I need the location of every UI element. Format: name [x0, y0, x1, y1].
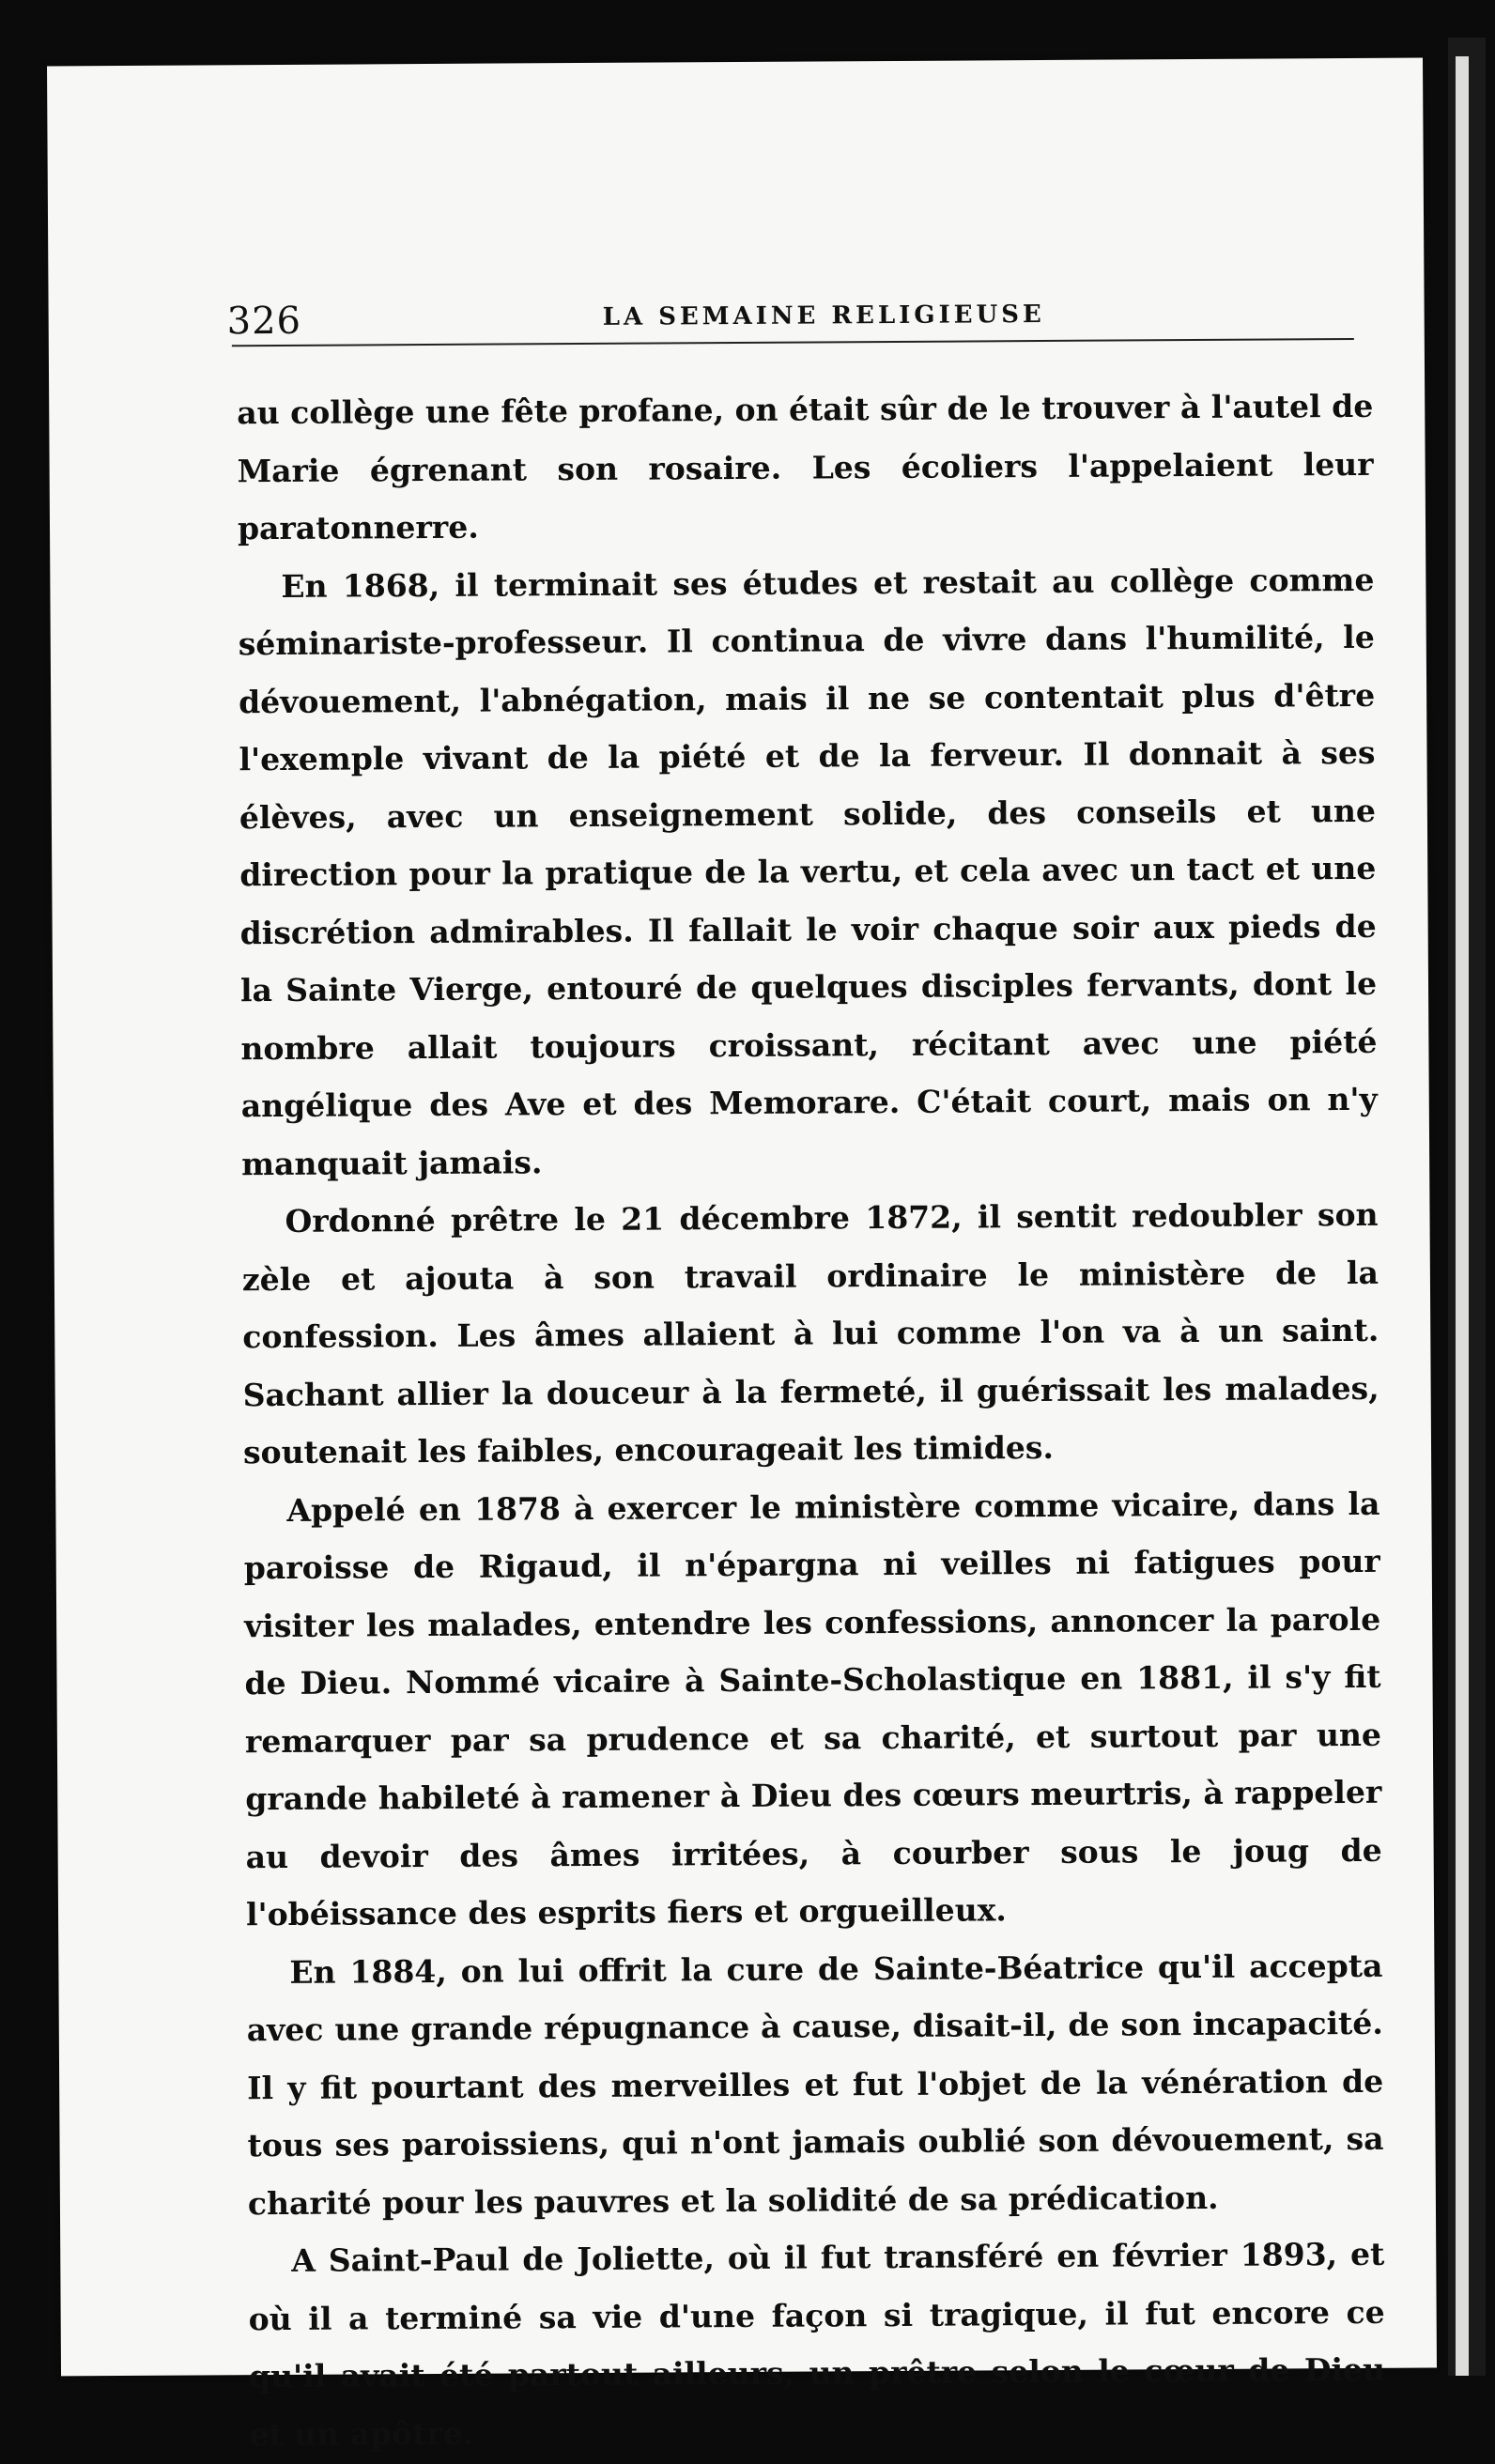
page-header	[226, 227, 1359, 344]
book-edge-strip	[1456, 56, 1469, 2376]
paragraph-1868: En 1868, il terminait ses études et restait au collège comme séminariste-professeur. Il continua de vivre dans l'humilité, le dévouement, l'abnégation, mais il ne se contentait plus d'être l'exemple vivant de la piété et de la ferveur. Il donnait à ses élèves, avec un enseignement solide, des conseils et une direction pour la pratique de la vertu, et cela avec un tact et une discrétion admirables. Il fallait le voir chaque soir aux pieds de la Sainte Vierge, entouré de quelques disciples fervants, dont le nombre allait toujours croissant, récitant avec une piété angélique des Ave et des Memorare. C'était court, mais on n'y manquait jamais.	[238, 561, 1378, 1182]
paragraph-continuation: au collège une fête profane, on était sûr de le trouver à l'autel de Marie égrenant son rosaire. Les écoliers l'appelaient leur paratonnerre.	[237, 387, 1374, 547]
page-number: 326	[226, 299, 302, 344]
paragraph-1872: Ordonné prêtre le 21 décembre 1872, il sentit redoubler son zèle et ajouta à son travail ordinaire le ministère de la confession. Les âmes allaient à lui comme l'on va à un saint. Sachant allier la douceur à la fermeté, il guérissait les malades, soutenait les faibles, encourageait les timides.	[241, 1195, 1379, 1471]
header-rule	[232, 338, 1354, 346]
paragraph-1878: Appelé en 1878 à exercer le ministère comme vicaire, dans la paroisse de Rigaud, il n'épargna ni veilles ni fatigues pour visiter les malades, entendre les confessions, annoncer la parole de Dieu. Nommé vicaire à Sainte-Scholastique en 1881, il s'y fit remarquer par sa prudence et sa charité, et surtout par une grande habileté à ramener à Dieu des cœurs meurtris, à rappeler au devoir des âmes irritées, à courber sous le joug de l'obéissance des esprits fiers et orgueilleux.	[243, 1485, 1382, 1933]
running-head: LA SEMAINE RELIGIEUSE	[602, 300, 1045, 331]
body-text	[237, 377, 1386, 2463]
paragraph-1893: A Saint-Paul de Joliette, où il fut transféré en février 1893, et où il a terminé sa vie d'une façon si tragique, il fut encore ce qu'il avait été partout ailleurs, un prêtre selon le cœur de Dieu et un apôtre.	[248, 2235, 1386, 2453]
paragraph-1884: En 1884, on lui offrit la cure de Sainte-Béatrice qu'il accepta avec une grande répugnance à cause, disait-il, de son incapacité. Il y fit pourtant des merveilles et fut l'objet de la vénération de tous ses paroissiens, qui n'ont jamais oublié son dévouement, sa charité pour les pauvres et la solidité de sa prédication.	[246, 1947, 1384, 2222]
page-sheet	[47, 58, 1437, 2453]
